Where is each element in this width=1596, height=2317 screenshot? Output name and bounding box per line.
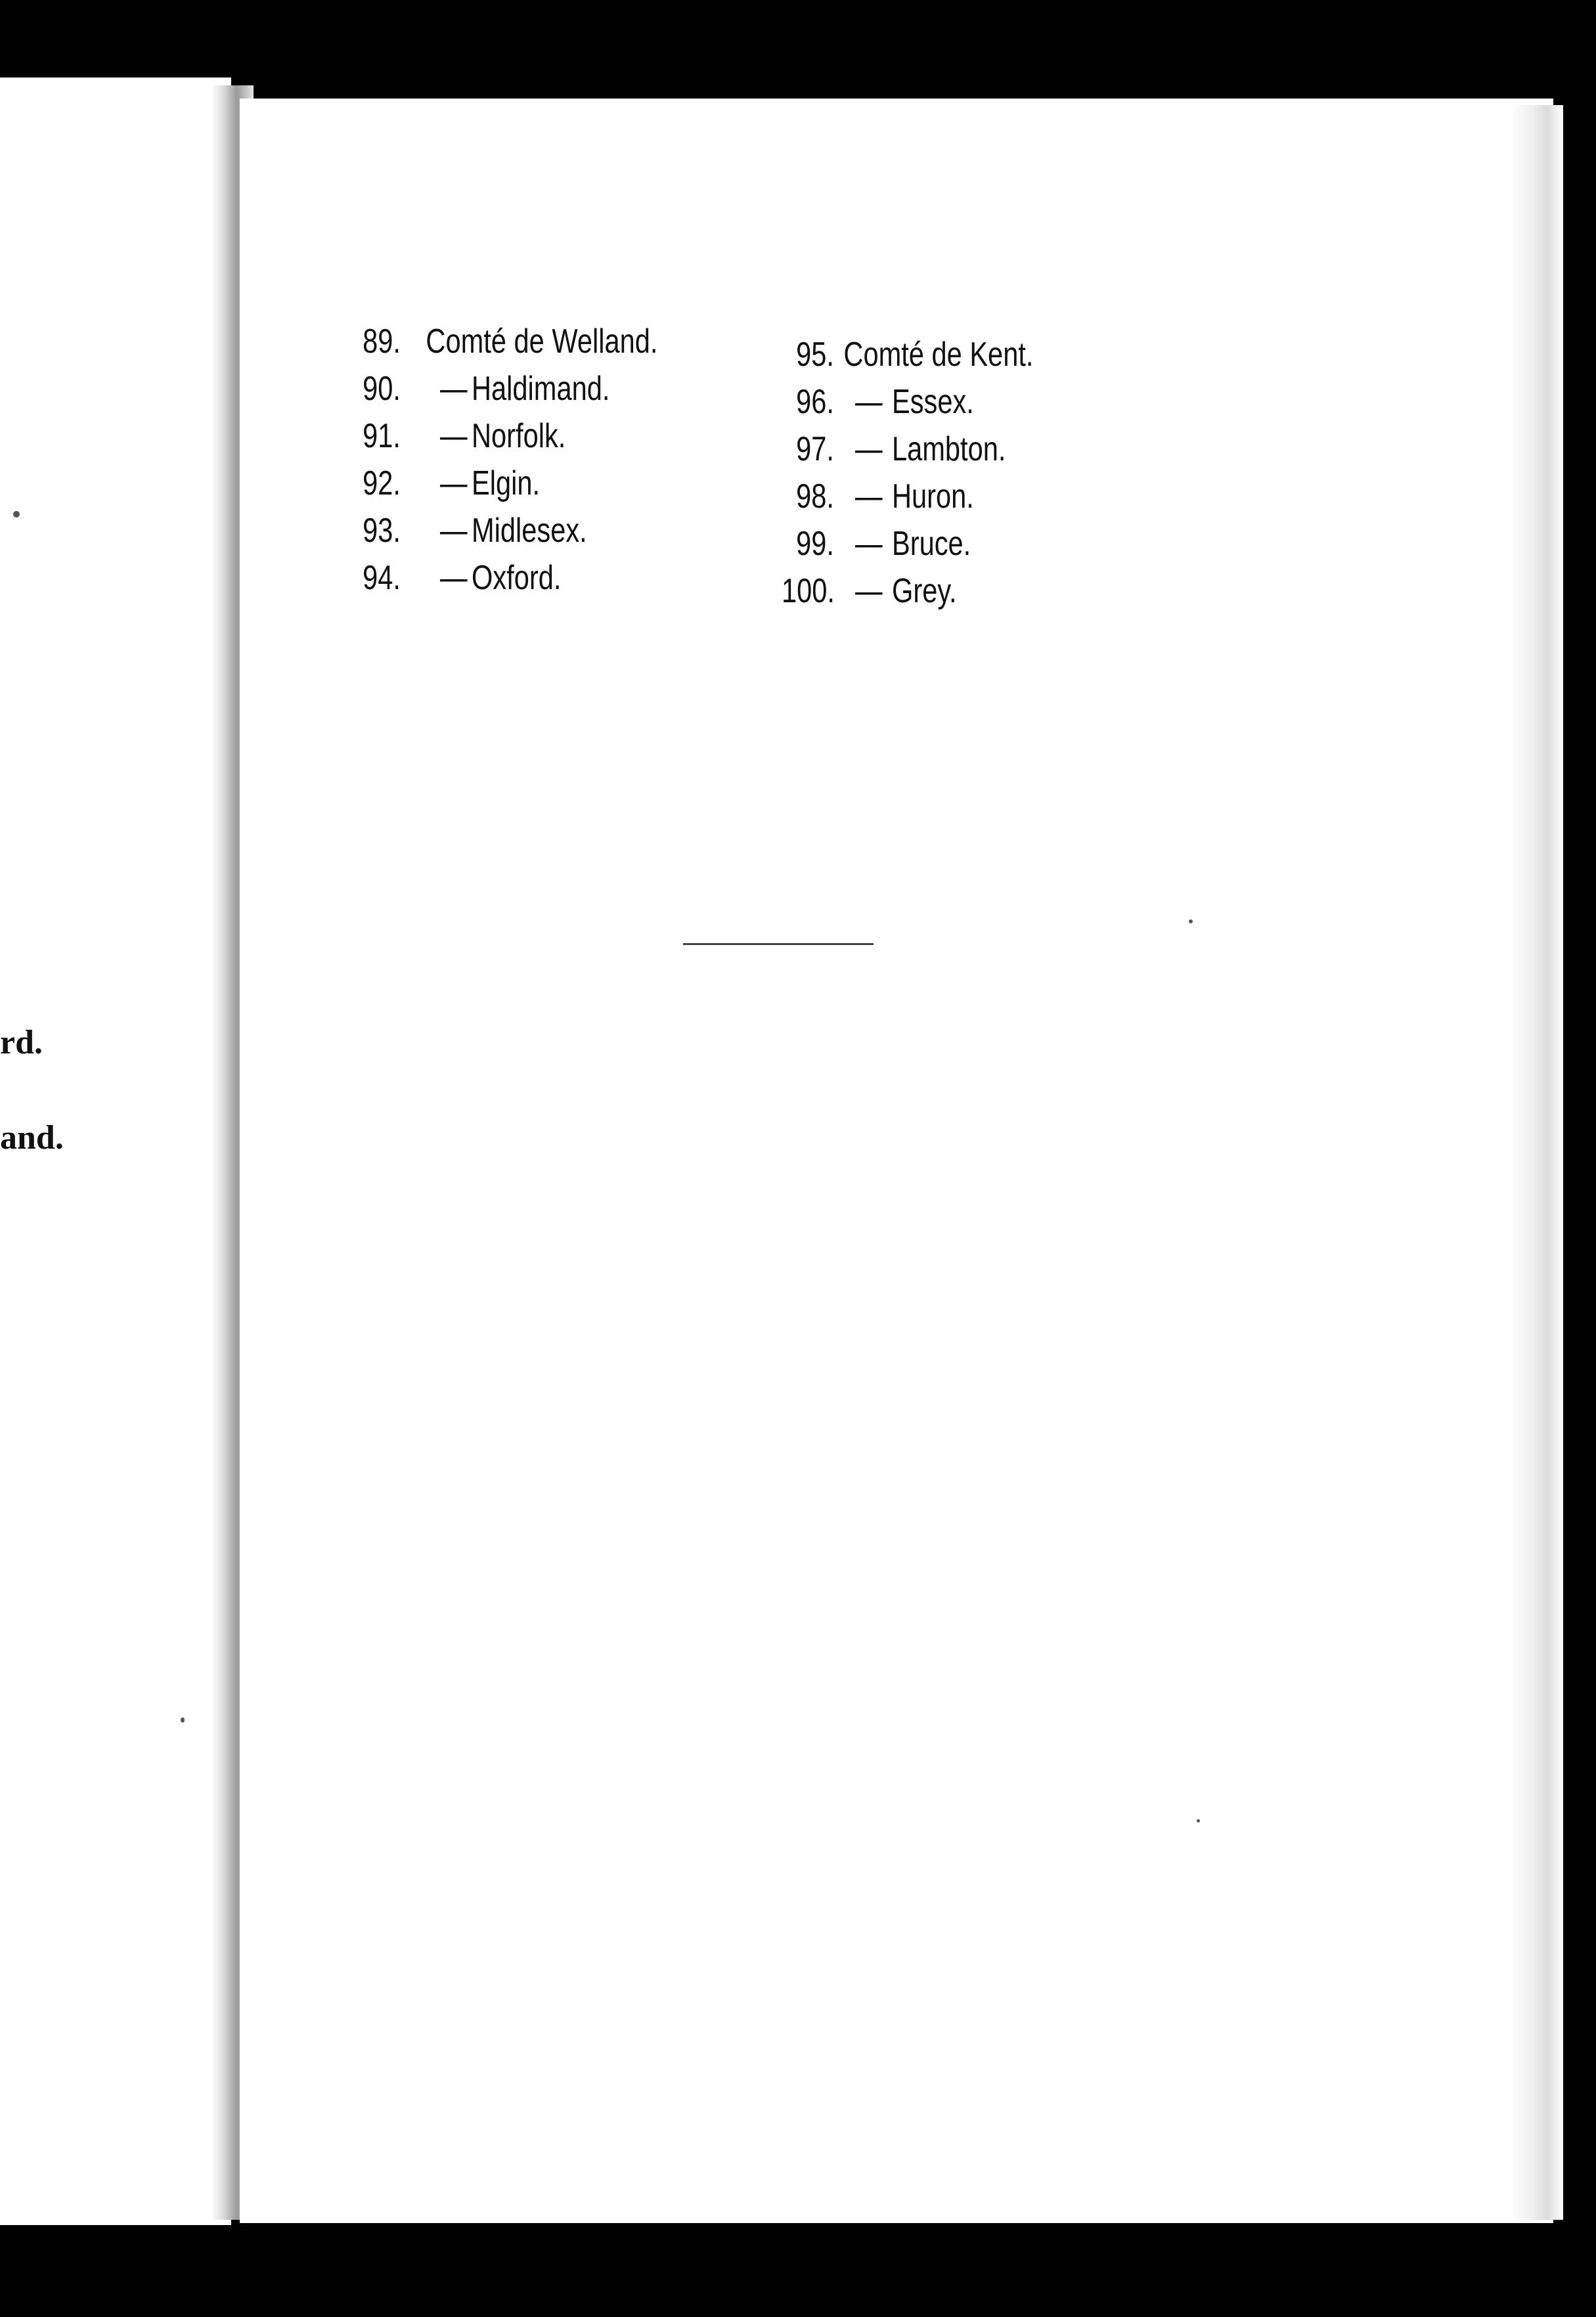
item-number: 96. bbox=[796, 383, 834, 421]
item-number: 94. bbox=[363, 559, 401, 597]
ditto-dash: — bbox=[855, 477, 883, 516]
county-name: Lambton. bbox=[892, 430, 1006, 468]
ditto-dash: — bbox=[440, 370, 468, 408]
ditto-dash: — bbox=[440, 512, 468, 550]
left-page-text-fragment: rd. bbox=[0, 1024, 43, 1061]
ink-speck bbox=[181, 1717, 185, 1723]
item-number: 97. bbox=[796, 430, 834, 468]
county-name: Grey. bbox=[892, 572, 957, 610]
ink-speck bbox=[1189, 919, 1193, 923]
item-number: 98. bbox=[796, 477, 834, 516]
item-number: 95. bbox=[796, 336, 834, 374]
county-name: Comté de Welland. bbox=[426, 322, 658, 361]
county-name: Haldimand. bbox=[472, 370, 610, 408]
county-name: Oxford. bbox=[472, 559, 562, 597]
county-name: Midlesex. bbox=[472, 512, 587, 550]
section-divider-rule bbox=[683, 943, 874, 945]
ditto-dash: — bbox=[855, 572, 883, 610]
left-facing-page bbox=[0, 77, 231, 2225]
item-number: 90. bbox=[363, 370, 401, 408]
page-edge-shading bbox=[1511, 105, 1563, 2220]
ditto-dash: — bbox=[855, 383, 883, 421]
left-page-text-fragment: and. bbox=[0, 1119, 64, 1157]
county-name: Bruce. bbox=[892, 525, 971, 563]
county-name: Comté de Kent. bbox=[843, 336, 1034, 374]
county-name: Huron. bbox=[892, 477, 974, 516]
ditto-dash: — bbox=[855, 525, 883, 563]
county-name: Norfolk. bbox=[472, 417, 566, 455]
item-number: 89. bbox=[363, 322, 401, 361]
ink-speck bbox=[13, 511, 20, 518]
item-number: 100. bbox=[782, 572, 835, 610]
item-number: 91. bbox=[363, 417, 401, 455]
county-name: Essex. bbox=[892, 383, 974, 421]
ditto-dash: — bbox=[440, 417, 468, 455]
county-name: Elgin. bbox=[472, 464, 541, 502]
item-number: 92. bbox=[363, 464, 401, 502]
item-number: 99. bbox=[796, 525, 834, 563]
ditto-dash: — bbox=[855, 430, 883, 468]
item-number: 93. bbox=[363, 512, 401, 550]
ditto-dash: — bbox=[440, 559, 468, 597]
ink-speck bbox=[1197, 1819, 1200, 1822]
ditto-dash: — bbox=[440, 464, 468, 502]
